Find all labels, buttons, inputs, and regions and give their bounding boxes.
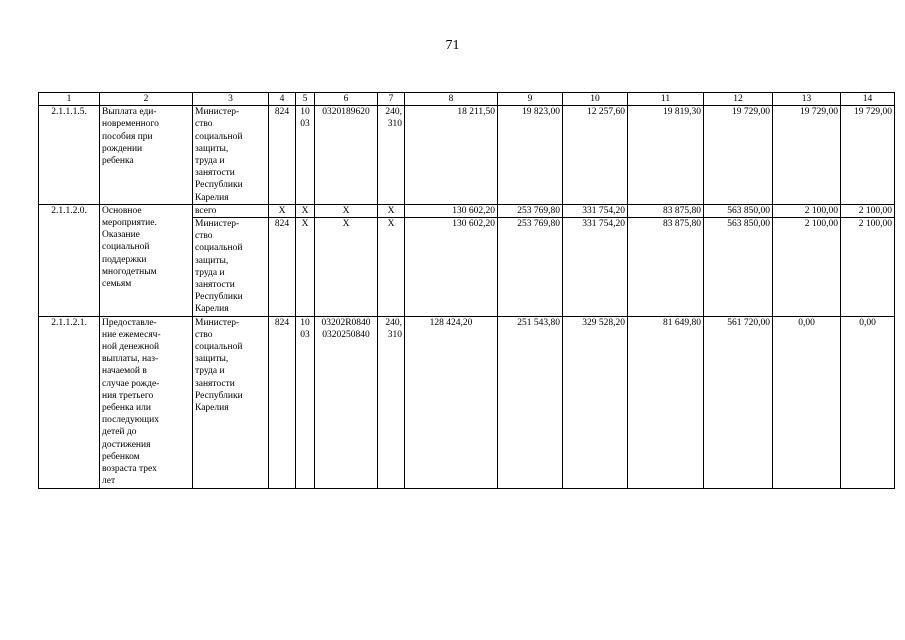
row-value-col13: 19 729,00 [773, 106, 841, 205]
column-header: 1 [39, 93, 100, 106]
row-title: Основное мероприятие. Оказание социальной поддержки многодетным семьям [100, 204, 193, 316]
row-value-col8: 18 211,50 [405, 106, 498, 205]
row-executor: Министер- ство социальной защиты, труда и занятости Республики Карелия [193, 218, 269, 317]
row-rzpr: X [296, 204, 315, 217]
column-header: 9 [498, 93, 563, 106]
column-number-header-row [39, 93, 895, 106]
column-header: 3 [193, 93, 269, 106]
row-value-col14: 19 729,00 [841, 106, 895, 205]
table-row [39, 106, 895, 205]
row-value-col14: 0,00 [841, 316, 895, 488]
row-code: 2.1.1.1.5. [39, 106, 100, 205]
row-value-col12: 563 850,00 [704, 204, 773, 217]
row-value-col9: 253 769,80 [498, 218, 563, 317]
row-value-col10: 12 257,60 [563, 106, 628, 205]
column-header: 7 [378, 93, 405, 106]
row-csr: 03202R0840 0320250840 [315, 316, 378, 488]
row-value-col10: 331 754,20 [563, 204, 628, 217]
row-value-col12: 563 850,00 [704, 218, 773, 317]
page-number: 71 [445, 38, 460, 53]
row-value-col11: 83 875,80 [628, 218, 704, 317]
row-rzpr: X [296, 218, 315, 317]
row-code: 2.1.1.2.1. [39, 316, 100, 488]
row-value-col11: 19 819,30 [628, 106, 704, 205]
column-header: 4 [269, 93, 296, 106]
row-grbs: 824 [269, 218, 296, 317]
row-vr: 240, 310 [378, 106, 405, 205]
row-csr: X [315, 218, 378, 317]
table-row [39, 316, 895, 488]
row-value-col12: 19 729,00 [704, 106, 773, 205]
row-value-col12: 561 720,00 [704, 316, 773, 488]
row-executor: Министер- ство социальной защиты, труда и занятости Республики Карелия [193, 316, 269, 488]
column-header: 8 [405, 93, 498, 106]
table-row [39, 204, 895, 217]
row-csr: 0320189620 [315, 106, 378, 205]
row-value-col13: 2 100,00 [773, 204, 841, 217]
column-header: 14 [841, 93, 895, 106]
row-vr: 240, 310 [378, 316, 405, 488]
column-header: 11 [628, 93, 704, 106]
row-value-col8: 130 602,20 [405, 204, 498, 217]
row-value-col11: 83 875,80 [628, 204, 704, 217]
row-grbs: X [269, 204, 296, 217]
row-value-col8: 130 602,20 [405, 218, 498, 317]
row-value-col13: 0,00 [773, 316, 841, 488]
row-grbs: 824 [269, 106, 296, 205]
row-value-col14: 2 100,00 [841, 204, 895, 217]
row-value-col13: 2 100,00 [773, 218, 841, 317]
row-title: Предоставле- ние ежемесяч- ной денежной выплаты, наз- начаемой в случае рожде- ния третьего ребенка или последующих детей до достижения ребенком возраста трех лет [100, 316, 193, 488]
row-value-col9: 251 543,80 [498, 316, 563, 488]
row-value-col9: 253 769,80 [498, 204, 563, 217]
row-value-col9: 19 823,00 [498, 106, 563, 205]
row-value-col14: 2 100,00 [841, 218, 895, 317]
row-value-col8: 128 424,20 [405, 316, 498, 488]
column-header: 6 [315, 93, 378, 106]
row-csr: X [315, 204, 378, 217]
column-header: 13 [773, 93, 841, 106]
row-value-col10: 331 754,20 [563, 218, 628, 317]
row-rzpr: 10 03 [296, 106, 315, 205]
row-executor: Министер- ство социальной защиты, труда и занятости Республики Карелия [193, 106, 269, 205]
row-rzpr: 10 03 [296, 316, 315, 488]
row-value-col10: 329 528,20 [563, 316, 628, 488]
row-executor: всего [193, 204, 269, 217]
row-grbs: 824 [269, 316, 296, 488]
row-value-col11: 81 649,80 [628, 316, 704, 488]
row-vr: X [378, 218, 405, 317]
column-header: 5 [296, 93, 315, 106]
column-header: 2 [100, 93, 193, 106]
column-header: 12 [704, 93, 773, 106]
row-code: 2.1.1.2.0. [39, 204, 100, 316]
budget-table [38, 92, 895, 489]
row-title: Выплата еди- новременного пособия при рождении ребенка [100, 106, 193, 205]
column-header: 10 [563, 93, 628, 106]
row-vr: X [378, 204, 405, 217]
